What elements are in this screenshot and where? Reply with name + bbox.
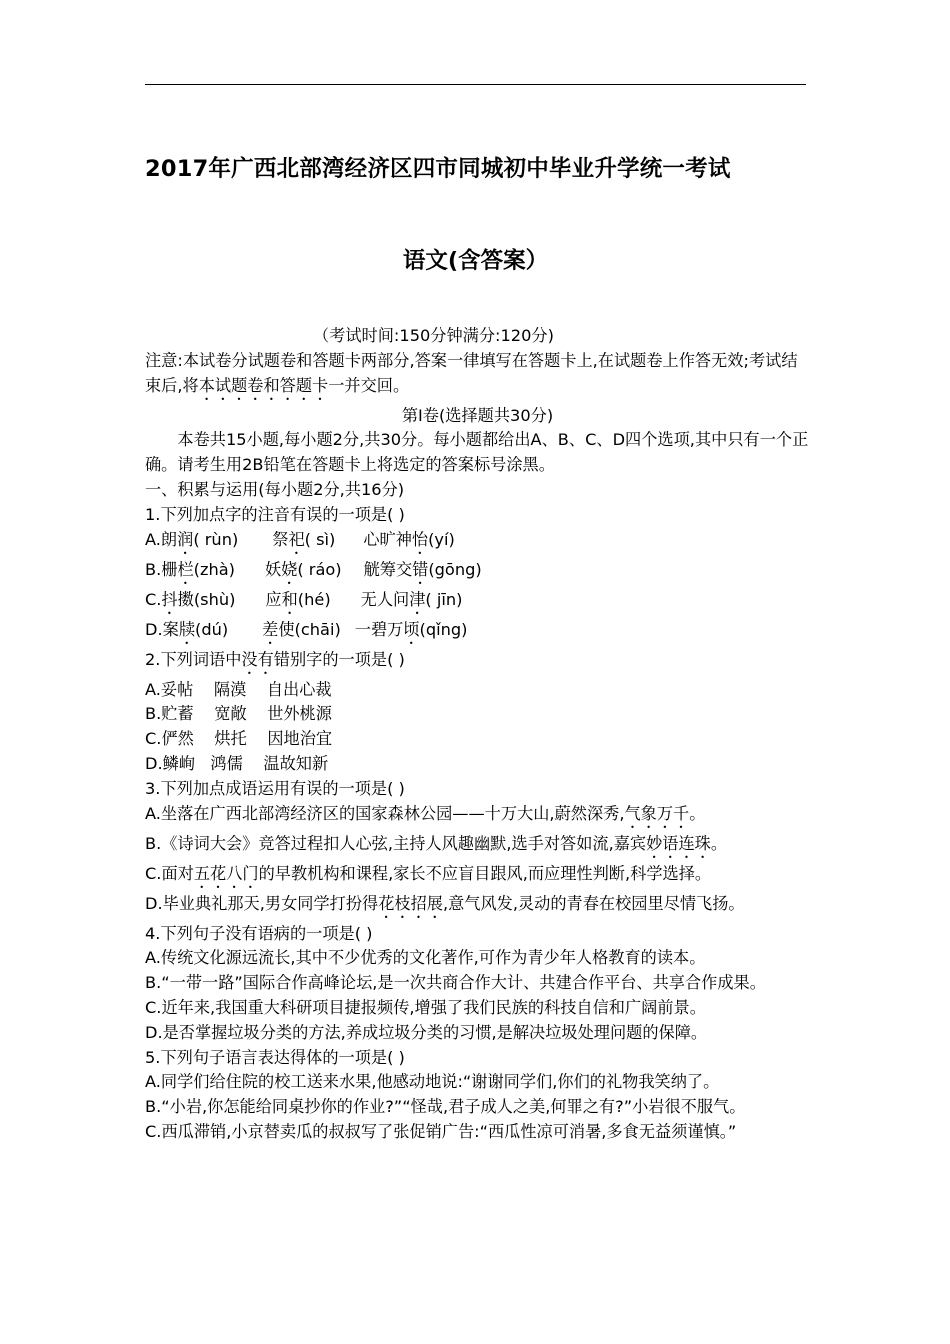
question-1-option-d: D.案牍(dú) 差使(chāi) 一碧万顷(qǐng) xyxy=(145,619,468,639)
question-1-stem: 1.下列加点字的注音有误的一项是( ) xyxy=(145,504,405,524)
question-4-stem: 4.下列句子没有语病的一项是( ) xyxy=(145,923,373,943)
question-1-option-b: B.栅栏(zhà) 妖娆( ráo) 觥筹交错(gōng) xyxy=(145,559,482,579)
document-body xyxy=(145,324,810,1145)
question-5-option-c: C.西瓜滞销,小京替卖瓜的叔叔写了张促销广告:“西瓜性凉可消暑,多食无益须谨慎。” xyxy=(145,1121,737,1141)
question-5-option-a: A.同学们给住院的校工送来水果,他感动地说:“谢谢同学们,你们的礼物我笑纳了。 xyxy=(145,1072,720,1092)
question-1-option-a: A.朗润( rùn) 祭祀( sì) 心旷神怡(yí) xyxy=(145,529,455,549)
section-heading: 一、积累与运用(每小题2分,共16分) xyxy=(145,479,405,499)
question-2-option-b: B.贮蓄 宽敞 世外桃源 xyxy=(145,704,332,724)
question-4-option-a: A.传统文化源远流长,其中不少优秀的文化著作,可作为青少年人格教育的读本。 xyxy=(145,948,706,968)
document-title: 2017年广西北部湾经济区四市同城初中毕业升学统一考试 xyxy=(145,156,731,182)
question-2-option-c: C.俨然 烘托 因地治宜 xyxy=(145,729,333,749)
volume-heading: 第Ⅰ卷(选择题共30分) xyxy=(401,405,554,425)
instructions: 本卷共15小题,每小题2分,共30分。每小题都给出A、B、C、D四个选项,其中只有一个正确。请考生用2B铅笔在答题卡上将选定的答案标号涂黑。 xyxy=(145,430,809,475)
question-3-option-c: C.面对五花八门的早教机构和课程,家长不应盲目跟风,而应理性判断,科学选择。 xyxy=(145,863,712,883)
exam-time: （考试时间:150分钟满分:120分) xyxy=(313,326,554,345)
question-4-option-c: C.近年来,我国重大科研项目捷报频传,增强了我们民族的科技自信和广阔前景。 xyxy=(145,997,706,1017)
question-5-option-b: B.“小岩,你怎能给同桌抄你的作业?”“怪哉,君子成人之美,何罪之有?”小岩很不服气。 xyxy=(145,1097,746,1117)
question-2-option-a: A.妥帖 隔漠 自出心裁 xyxy=(145,679,332,699)
question-3-option-a: A.坐落在广西北部湾经济区的国家森林公园——十万大山,蔚然深秀,气象万千。 xyxy=(145,803,706,823)
document-subtitle: 语文(含答案） xyxy=(402,248,549,274)
question-3-stem: 3.下列加点成语运用有误的一项是( ) xyxy=(145,778,405,798)
header-rule xyxy=(145,84,806,85)
question-3-option-d: D.毕业典礼那天,男女同学打扮得花枝招展,意气风发,灵动的青春在校园里尽情飞扬。 xyxy=(145,893,745,913)
question-3-option-b: B.《诗词大会》竞答过程扣人心弦,主持人风趣幽默,选手对答如流,嘉宾妙语连珠。 xyxy=(145,833,728,853)
question-4-option-d: D.是否掌握垃圾分类的方法,养成垃圾分类的习惯,是解决垃圾处理问题的保障。 xyxy=(145,1022,708,1042)
question-5-stem: 5.下列句子语言表达得体的一项是( ) xyxy=(145,1047,405,1067)
notice: 注意:本试卷分试题卷和答题卡两部分,答案一律填写在答题卡上,在试题卷上作答无效;考试结束后,将本试题卷和答题卡一并交回。 xyxy=(145,350,798,395)
question-1-option-c: C.抖擞(shù) 应和(hé) 无人问津( jīn) xyxy=(145,589,463,609)
question-2-stem: 2.下列词语中没有错别字的一项是( ) xyxy=(145,649,405,669)
question-2-option-d: D.鳞峋 鸿儒 温故知新 xyxy=(145,753,329,773)
question-4-option-b: B.“一带一路”国际合作高峰论坛,是一次共商合作大计、共建合作平台、共享合作成果。 xyxy=(145,973,766,993)
